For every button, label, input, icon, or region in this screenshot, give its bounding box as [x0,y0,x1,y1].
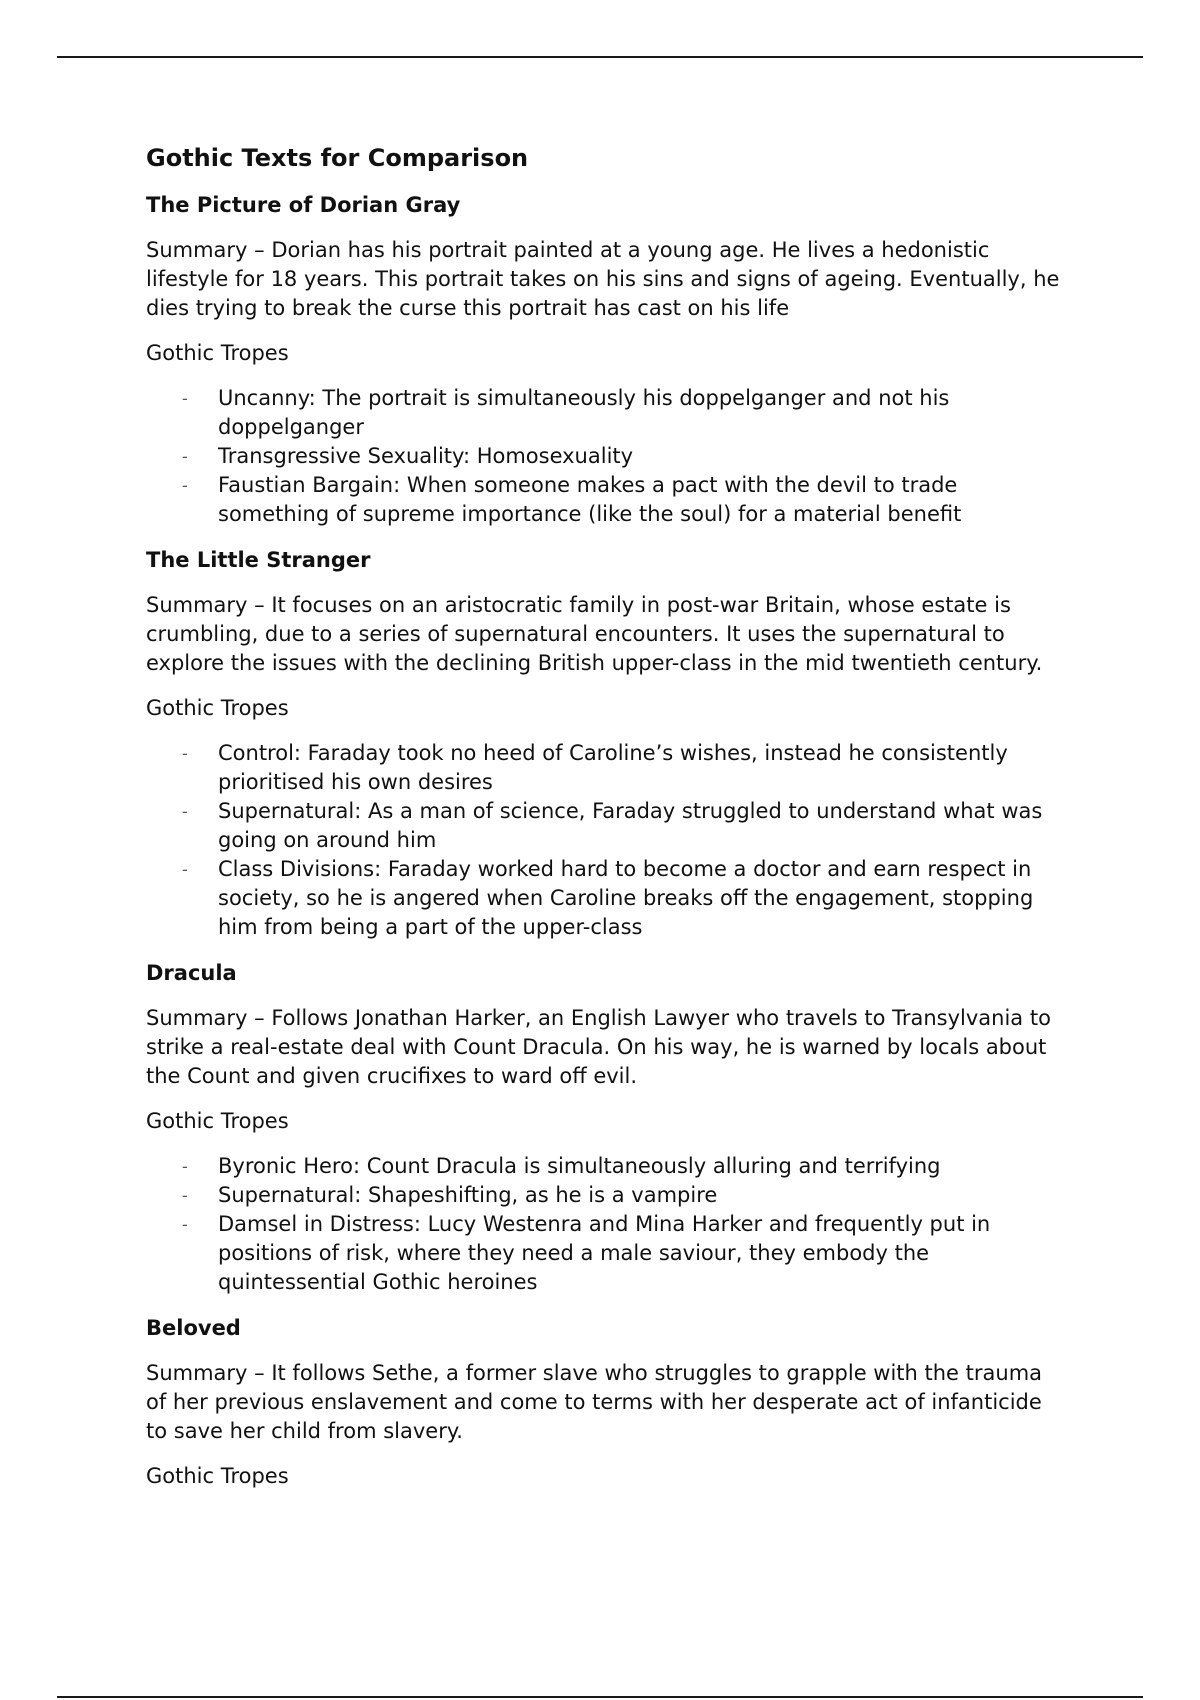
tropes-list [146,384,1066,529]
trope-item [146,855,1066,942]
section-heading: The Little Stranger [146,548,371,572]
trope-text: Control: Faraday took no heed of Caroline’s wishes, instead he consistently prioritised his own desires [218,741,1008,794]
trope-item [146,384,1066,442]
trope-item [146,1210,1066,1297]
tropes-list [146,1152,1066,1297]
section-summary: Summary – It follows Sethe, a former slave who struggles to grapple with the trauma of her previous enslavement and come to terms with her desperate act of infanticide to save her child from slavery. [146,1361,1043,1443]
dash-bullet-icon: - [182,389,188,408]
page-title: Gothic Texts for Comparison [146,144,529,172]
dash-bullet-icon: - [182,1215,188,1234]
trope-item [146,1181,1066,1210]
trope-item [146,471,1066,529]
trope-text: Supernatural: Shapeshifting, as he is a vampire [218,1183,718,1207]
tropes-label: Gothic Tropes [146,696,289,720]
dash-bullet-icon: - [182,802,188,821]
trope-item [146,739,1066,797]
footer-rule [57,1696,1143,1698]
dash-bullet-icon: - [182,476,188,495]
document-body [146,142,1066,1507]
section-heading: The Picture of Dorian Gray [146,193,461,217]
trope-item [146,797,1066,855]
trope-text: Uncanny: The portrait is simultaneously his doppelganger and not his doppelganger [218,386,950,439]
trope-text: Faustian Bargain: When someone makes a pact with the devil to trade something of supreme importance (like the soul) for a material benefit [218,473,962,526]
trope-text: Class Divisions: Faraday worked hard to become a doctor and earn respect in society, so he is angered when Caroline breaks off the engagement, stopping him from being a part of the upper-class [218,857,1034,939]
section-summary: Summary – It focuses on an aristocratic family in post-war Britain, whose estate is crumbling, due to a series of supernatural encounters. It uses the supernatural to explore the issues with the declining British upper-class in the mid twentieth century. [146,593,1043,675]
tropes-list [146,739,1066,942]
trope-text: Transgressive Sexuality: Homosexuality [218,444,634,468]
tropes-label: Gothic Tropes [146,1109,289,1133]
dash-bullet-icon: - [182,860,188,879]
dash-bullet-icon: - [182,447,188,466]
section-heading: Beloved [146,1316,241,1340]
tropes-label: Gothic Tropes [146,341,289,365]
dash-bullet-icon: - [182,1157,188,1176]
section-dorian-gray [146,190,1066,529]
trope-text: Byronic Hero: Count Dracula is simultaneously alluring and terrifying [218,1154,941,1178]
section-heading: Dracula [146,961,237,985]
header-rule [57,56,1143,58]
section-beloved [146,1313,1066,1491]
section-summary: Summary – Dorian has his portrait painted at a young age. He lives a hedonistic lifestyle for 18 years. This portrait takes on his sins and signs of ageing. Eventually, he dies trying to break the curse this portrait has cast on his life [146,238,1060,320]
section-little-stranger [146,545,1066,942]
section-summary: Summary – Follows Jonathan Harker, an English Lawyer who travels to Transylvania to strike a real-estate deal with Count Dracula. On his way, he is warned by locals about the Count and given crucifixes to ward off evil. [146,1006,1051,1088]
trope-item [146,442,1066,471]
trope-item [146,1152,1066,1181]
section-dracula [146,958,1066,1297]
dash-bullet-icon: - [182,1186,188,1205]
trope-text: Supernatural: As a man of science, Faraday struggled to understand what was going on around him [218,799,1043,852]
dash-bullet-icon: - [182,744,188,763]
tropes-label: Gothic Tropes [146,1464,289,1488]
trope-text: Damsel in Distress: Lucy Westenra and Mina Harker and frequently put in positions of risk, where they need a male saviour, they embody the quintessential Gothic heroines [218,1212,991,1294]
